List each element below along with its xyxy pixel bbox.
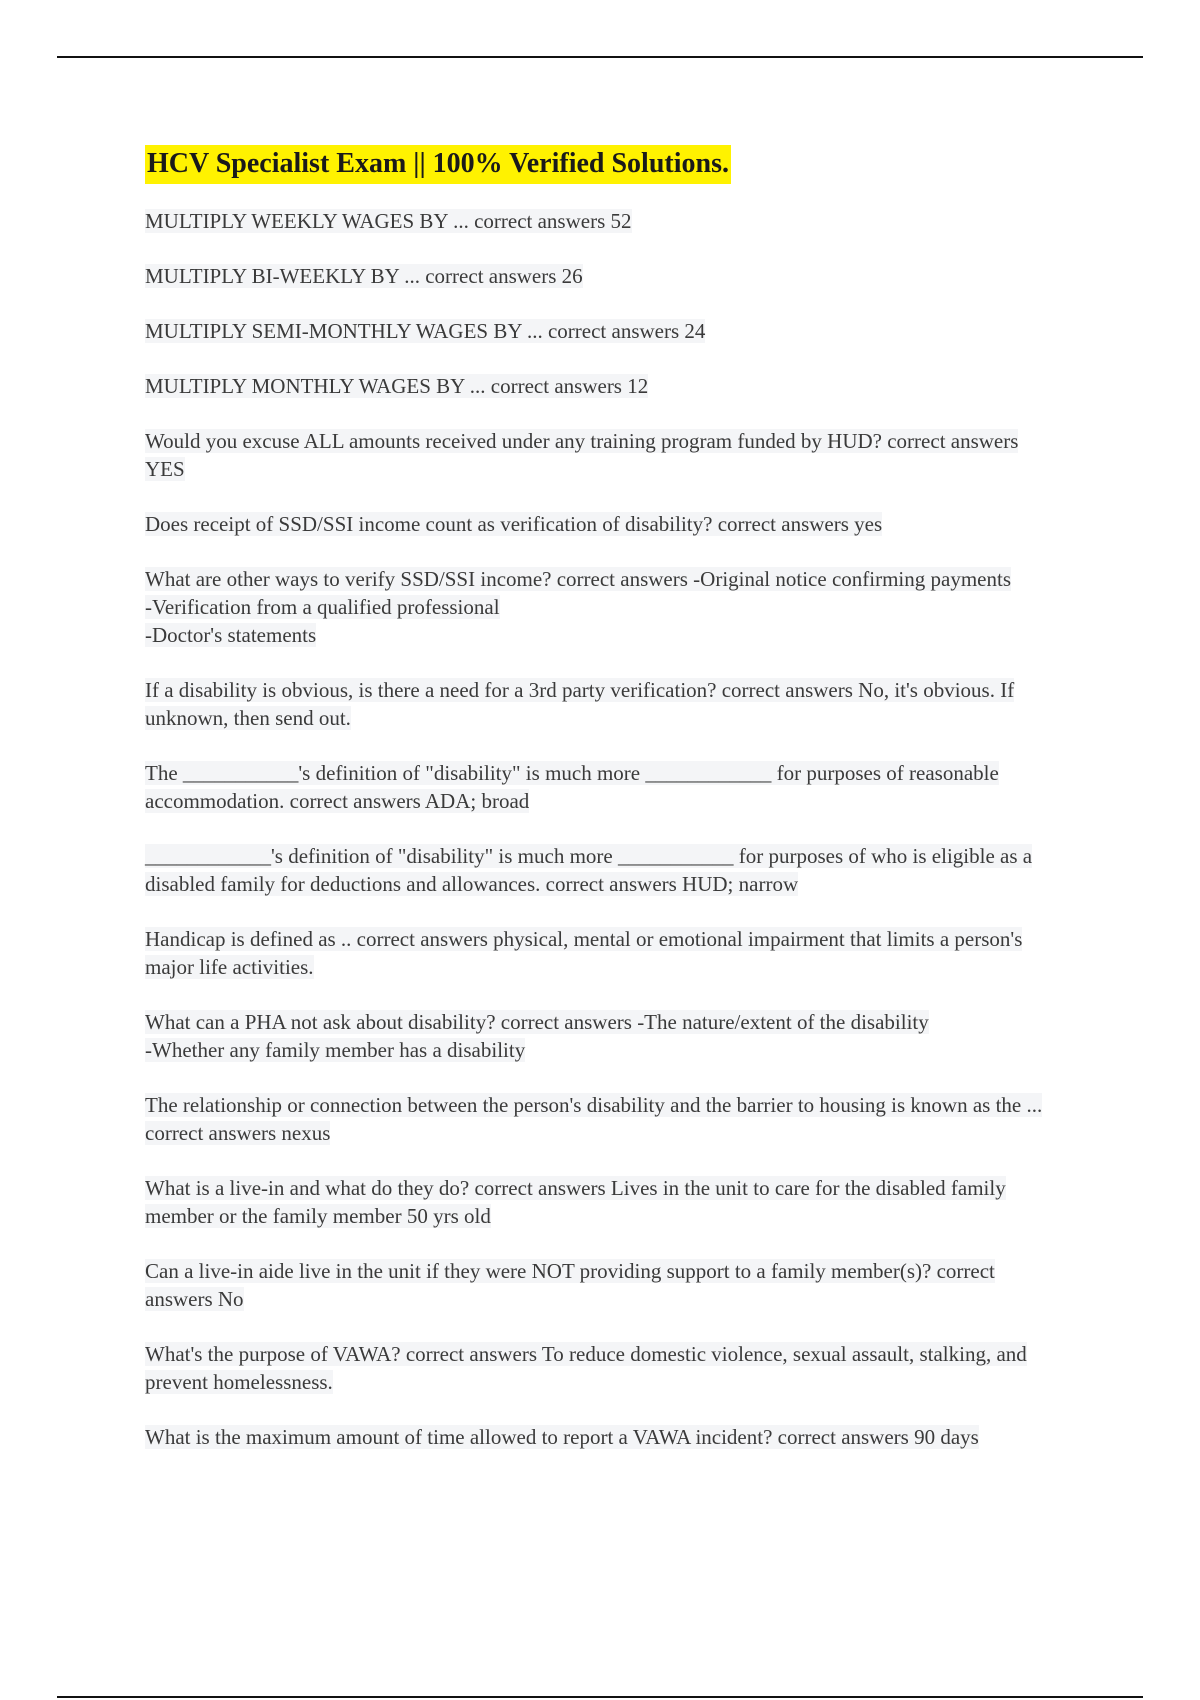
qa-item: What are other ways to verify SSD/SSI income? correct answers -Original notice confirming payments -Verification from a qualified professional -Doctor's statements: [145, 566, 1011, 647]
qa-item: What is a live-in and what do they do? correct answers Lives in the unit to care for the disabled family member or the family member 50 yrs old: [145, 1175, 1006, 1228]
qa-item: Can a live-in aide live in the unit if they were NOT providing support to a family member(s)? correct answers No: [145, 1258, 995, 1311]
bottom-divider: [57, 1696, 1143, 1698]
qa-item: Does receipt of SSD/SSI income count as verification of disability? correct answers yes: [145, 511, 883, 536]
document-body: [145, 145, 1060, 1478]
qa-list: [145, 207, 1060, 1451]
qa-item: MULTIPLY MONTHLY WAGES BY ... correct answers 12: [145, 373, 649, 398]
qa-item: If a disability is obvious, is there a need for a 3rd party verification? correct answers No, it's obvious. If unknown, then send out.: [145, 677, 1015, 730]
qa-item: Would you excuse ALL amounts received under any training program funded by HUD? correct answers YES: [145, 428, 1019, 481]
qa-item: MULTIPLY SEMI-MONTHLY WAGES BY ... correct answers 24: [145, 318, 706, 343]
qa-item: What is the maximum amount of time allowed to report a VAWA incident? correct answers 90 days: [145, 1424, 979, 1449]
qa-item: What can a PHA not ask about disability? correct answers -The nature/extent of the disability -Whether any family member has a disability: [145, 1009, 929, 1062]
qa-item: MULTIPLY BI-WEEKLY BY ... correct answers 26: [145, 263, 583, 288]
qa-item: What's the purpose of VAWA? correct answers To reduce domestic violence, sexual assault, stalking, and prevent homelessness.: [145, 1341, 1027, 1394]
qa-item: MULTIPLY WEEKLY WAGES BY ... correct answers 52: [145, 208, 632, 233]
qa-item: ____________'s definition of "disability" is much more ___________ for purposes of who is eligible as a disabled family for deductions and allowances. correct answers HUD; narrow: [145, 843, 1033, 896]
qa-item: Handicap is defined as .. correct answers physical, mental or emotional impairment that limits a person's major life activities.: [145, 926, 1023, 979]
qa-item: The ___________'s definition of "disability" is much more ____________ for purposes of reasonable accommodation. correct answers ADA; broad: [145, 760, 999, 813]
qa-item: The relationship or connection between the person's disability and the barrier to housing is known as the ... correct answers nexus: [145, 1092, 1043, 1145]
document-title: HCV Specialist Exam || 100% Verified Solutions.: [145, 145, 731, 184]
top-divider: [57, 56, 1143, 58]
